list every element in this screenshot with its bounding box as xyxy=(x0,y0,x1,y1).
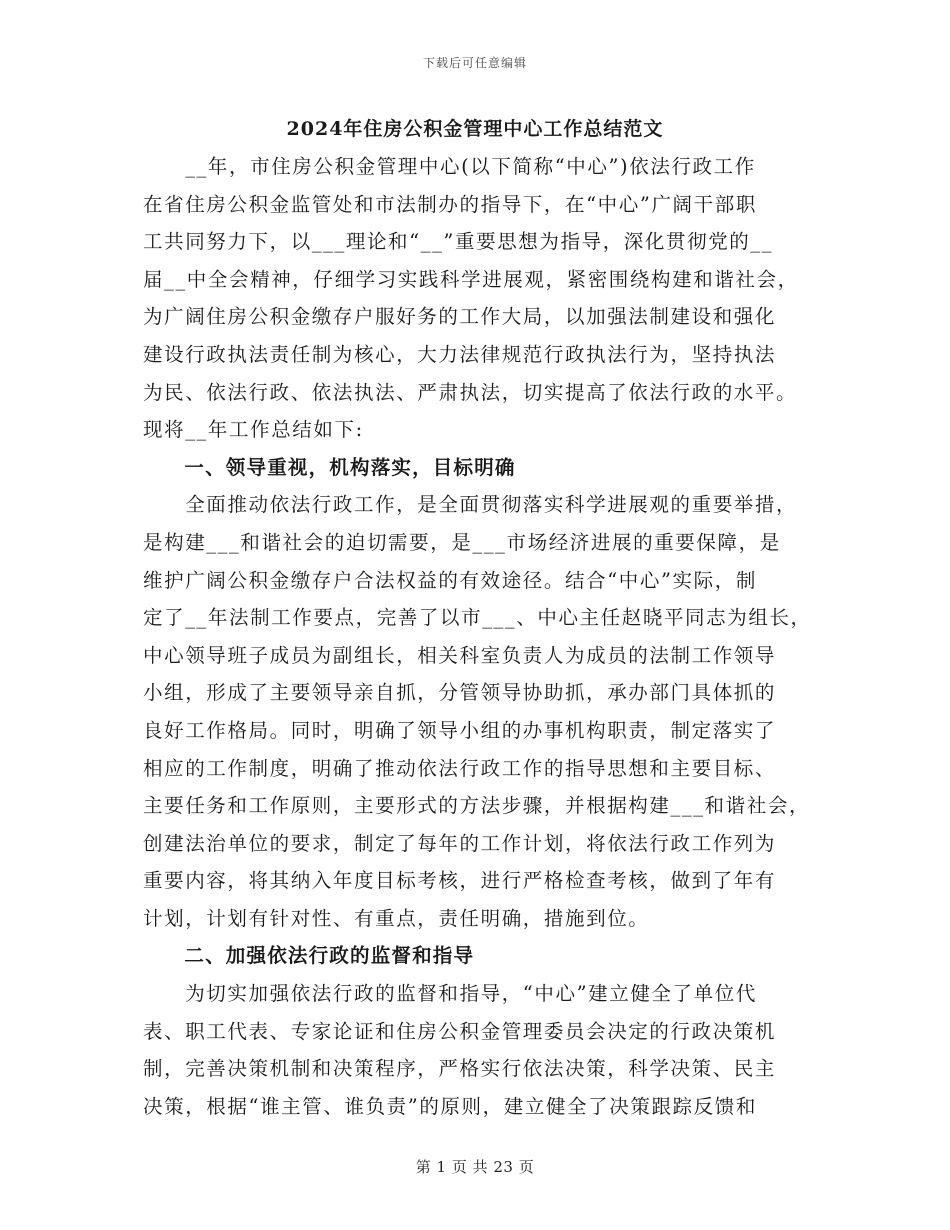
text-line: 为广阔住房公积金缴存户服好务的工作大局，以加强法制建设和强化 xyxy=(143,305,777,329)
text-line: 决策，根据“谁主管、谁负责”的原则，建立健全了决策跟踪反馈和 xyxy=(143,1094,757,1118)
text-line: 是构建___和谐社会的迫切需要，是___市场经济进展的重要保障，是 xyxy=(143,530,781,554)
section-heading: 二、加强依法行政的监督和指导 xyxy=(143,944,475,968)
text-line: 小组，形成了主要领导亲自抓，分管领导协助抓，承办部门具体抓的 xyxy=(143,681,777,705)
text-line: 表、职工代表、专家论证和住房公积金管理委员会决定的行政决策机 xyxy=(143,1019,777,1043)
text-line: 建设行政执法责任制为核心，大力法律规范行政执法行为，坚持执法 xyxy=(143,342,777,366)
page-footer: 第 1 页 共 23 页 xyxy=(415,1158,535,1176)
text-line: 工共同努力下，以___理论和“__”重要思想为指导，深化贯彻党的__ xyxy=(143,230,774,254)
text-line: 相应的工作制度，明确了推动依法行政工作的指导思想和主要目标、 xyxy=(143,756,777,780)
text-line: 主要任务和工作原则，主要形式的方法步骤，并根据构建___和谐社会， xyxy=(143,794,811,818)
text-line: 定了__年法制工作要点，完善了以市___、中心主任赵晓平同志为组长， xyxy=(143,606,812,630)
text-line: 计划，计划有针对性、有重点，责任明确，措施到位。 xyxy=(143,906,650,930)
text-line: 为民、依法行政、依法执法、严肃执法，切实提高了依法行政的水平。 xyxy=(143,380,798,404)
document-title: 2024年住房公积金管理中心工作总结范文 xyxy=(286,118,664,140)
text-line: 中心领导班子成员为副组长，相关科室负责人为成员的法制工作领导 xyxy=(143,643,777,667)
text-line: 为切实加强依法行政的监督和指导，“中心”建立健全了单位代 xyxy=(143,982,757,1006)
text-line: 届__中全会精神，仔细学习实践科学进展观，紧密围绕构建和谐社会， xyxy=(143,267,799,291)
text-line: 现将__年工作总结如下: xyxy=(143,418,364,442)
text-line: 重要内容，将其纳入年度目标考核，进行严格检查考核，做到了年有 xyxy=(143,869,777,893)
text-line: 在省住房公积金监管处和市法制办的指导下，在“中心”广阔干部职 xyxy=(143,192,757,216)
document-body xyxy=(143,148,815,1125)
text-line: 良好工作格局。同时，明确了领导小组的办事机构职责，制定落实了 xyxy=(143,718,777,742)
section-heading: 一、领导重视，机构落实，目标明确 xyxy=(143,455,516,479)
text-line: 制，完善决策机制和决策程序，严格实行依法决策，科学决策、民主 xyxy=(143,1057,777,1081)
header-note: 下载后可任意编辑 xyxy=(422,56,527,70)
text-line: __年，市住房公积金管理中心(以下简称“中心”)依法行政工作 xyxy=(143,155,756,178)
text-line: 创建法治单位的要求，制定了每年的工作计划，将依法行政工作列为 xyxy=(143,831,777,855)
text-line: 维护广阔公积金缴存户合法权益的有效途径。结合“中心”实际，制 xyxy=(143,568,757,592)
text-line: 全面推动依法行政工作，是全面贯彻落实科学进展观的重要举措， xyxy=(143,493,798,517)
